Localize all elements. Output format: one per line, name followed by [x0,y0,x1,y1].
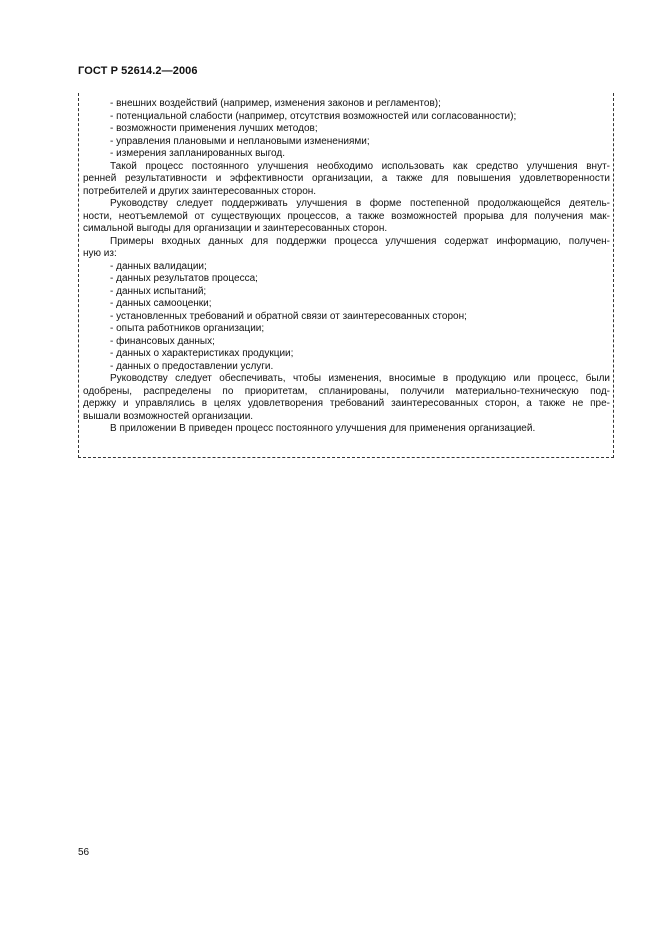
text-line: держку и управлялись в целях удовлетворения требований заинтересованных сторон, а также не пре- [83,398,610,409]
text-line: - измерения запланированных выгод. [110,148,285,159]
text-line: Руководству следует обеспечивать, чтобы изменения, вносимые в продукцию или процесс, были [110,373,610,384]
text-line: - финансовых данных; [110,335,215,347]
page-number: 56 [78,847,90,858]
text-line: - установленных требований и обратной связи от заинтересованных сторон; [110,310,467,322]
text-line: ную из: [83,248,117,259]
text-line: - данных испытаний; [110,285,207,297]
text-line: Руководству следует поддерживать улучшения в форме постепенной продолжающейся деятель- [110,198,610,209]
text-line: - данных о предоставлении услуги. [110,360,274,372]
text-line: одобрены, распределены по приоритетам, спланированы, получили материально-техническую под- [83,385,610,397]
text-line: - потенциальной слабости (например, отсутствия возможностей или согласованности); [110,110,517,122]
body-text [83,98,610,436]
text-line: ренней результативности и эффективности организации, а также для повышения удовлетворенности [83,173,610,184]
text-line: В приложении В приведен процесс постоянного улучшения для применения организацией. [110,423,536,434]
document-header: ГОСТ Р 52614.2—2006 [78,65,198,77]
text-line: вышали возможностей организации. [83,410,254,422]
text-line: ности, неотъемлемой от существующих процессов, а также возможностей прорыва для получения мак- [83,210,610,222]
text-line: - управления плановыми и неплановыми изменениями; [110,135,370,147]
text-line: симальной выгоды для организации и заинтересованных сторон. [83,223,388,234]
text-line: Такой процесс постоянного улучшения необходимо использовать как средство улучшения внут- [110,160,610,172]
text-line: - данных о характеристиках продукции; [110,348,294,359]
text-line: - внешних воздействий (например, изменения законов и регламентов); [110,98,441,109]
text-line: - данных валидации; [110,260,207,272]
text-line: - данных самооценки; [110,298,212,309]
text-line: - опыта работников организации; [110,323,265,334]
text-line: - возможности применения лучших методов; [110,123,318,134]
text-line: - данных результатов процесса; [110,273,258,284]
text-line: Примеры входных данных для поддержки процесса улучшения содержат информацию, получен- [110,235,610,247]
text-line: потребителей и других заинтересованных сторон. [83,185,317,197]
